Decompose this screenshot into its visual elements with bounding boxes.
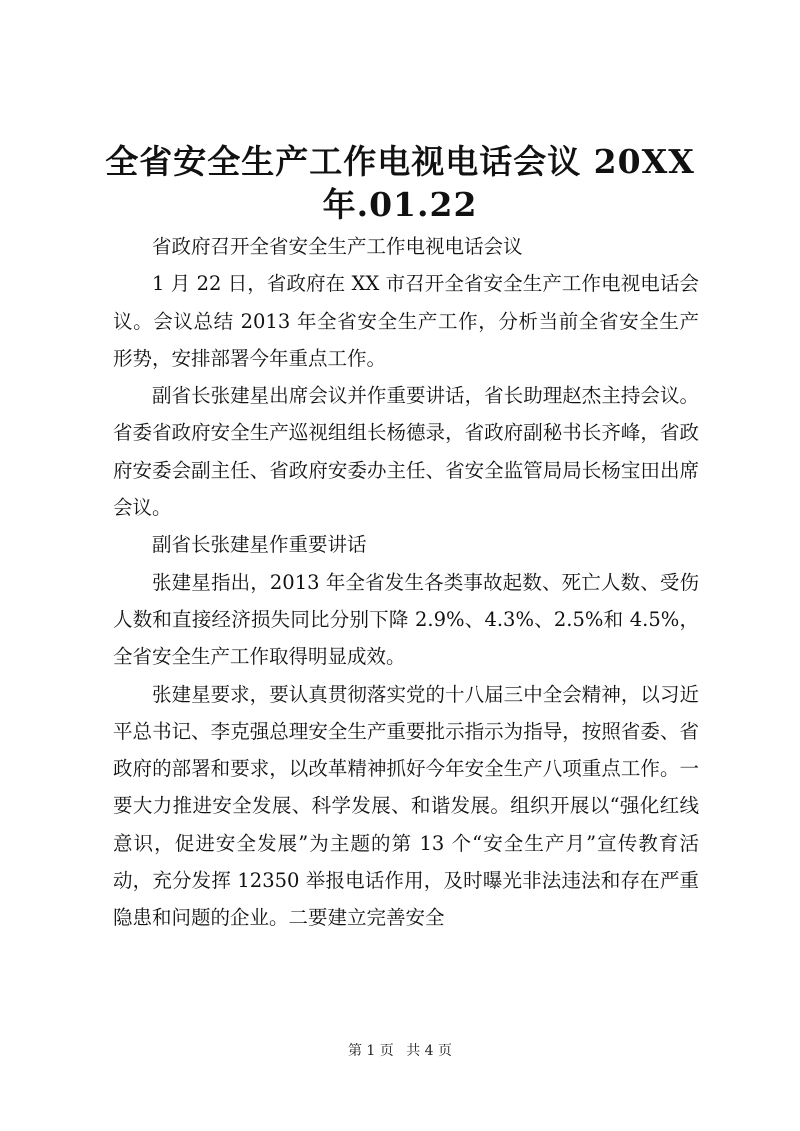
document-title [100,140,700,226]
page-number: 第 1 页 [347,1043,394,1059]
body-paragraph: 张建星指出，2013 年全省发生各类事故起数、死亡人数、受伤人数和直接经济损失同比分别下降 2.9%、4.3%、2.5%和 4.5%，全省安全生产工作取得明显成效。 [113,570,699,669]
body-paragraph: 副省长张建星出席会议并作重要讲话，省长助理赵杰主持会议。省委省政府安全生产巡视组组长杨德录，省政府副秘书长齐峰，省政府安委会副主任、省政府安委办主任、省安全监管局局长杨宝田出席会议。 [113,384,699,520]
body-paragraph: 张建星要求，要认真贯彻落实党的十八届三中全会精神，以习近平总书记、李克强总理安全生产重要批示指示为指导，按照省委、省政府的部署和要求，以改革精神抓好今年安全生产八项重点工作。一要大力推进安全发展、科学发展、和谐发展。组织开展以“强化红线意识，促进安全发展”为主题的第 13 个“安全生产月”宣传教育活动，充分发挥 12350 举报电话作用，及时曝光非法违法和存在严重隐患和问题的企业。二要建立完善安全 [113,682,699,930]
body-paragraph: 1 月 22 日，省政府在 XX 市召开全省安全生产工作电视电话会议。会议总结 2013 年全省安全生产工作，分析当前全省安全生产形势，安排部署今年重点工作。 [113,272,699,370]
document-body [113,228,699,937]
page-footer [0,1042,800,1060]
page-total: 共 4 页 [406,1043,453,1059]
body-paragraph-subheading: 副省长张建星作重要讲话 [152,533,367,557]
title-line-1: 全省安全生产工作电视电话会议 20XX [105,142,695,181]
title-line-2: 年.01.22 [322,185,478,224]
body-paragraph-subheading: 省政府召开全省安全生产工作电视电话会议 [152,235,523,258]
